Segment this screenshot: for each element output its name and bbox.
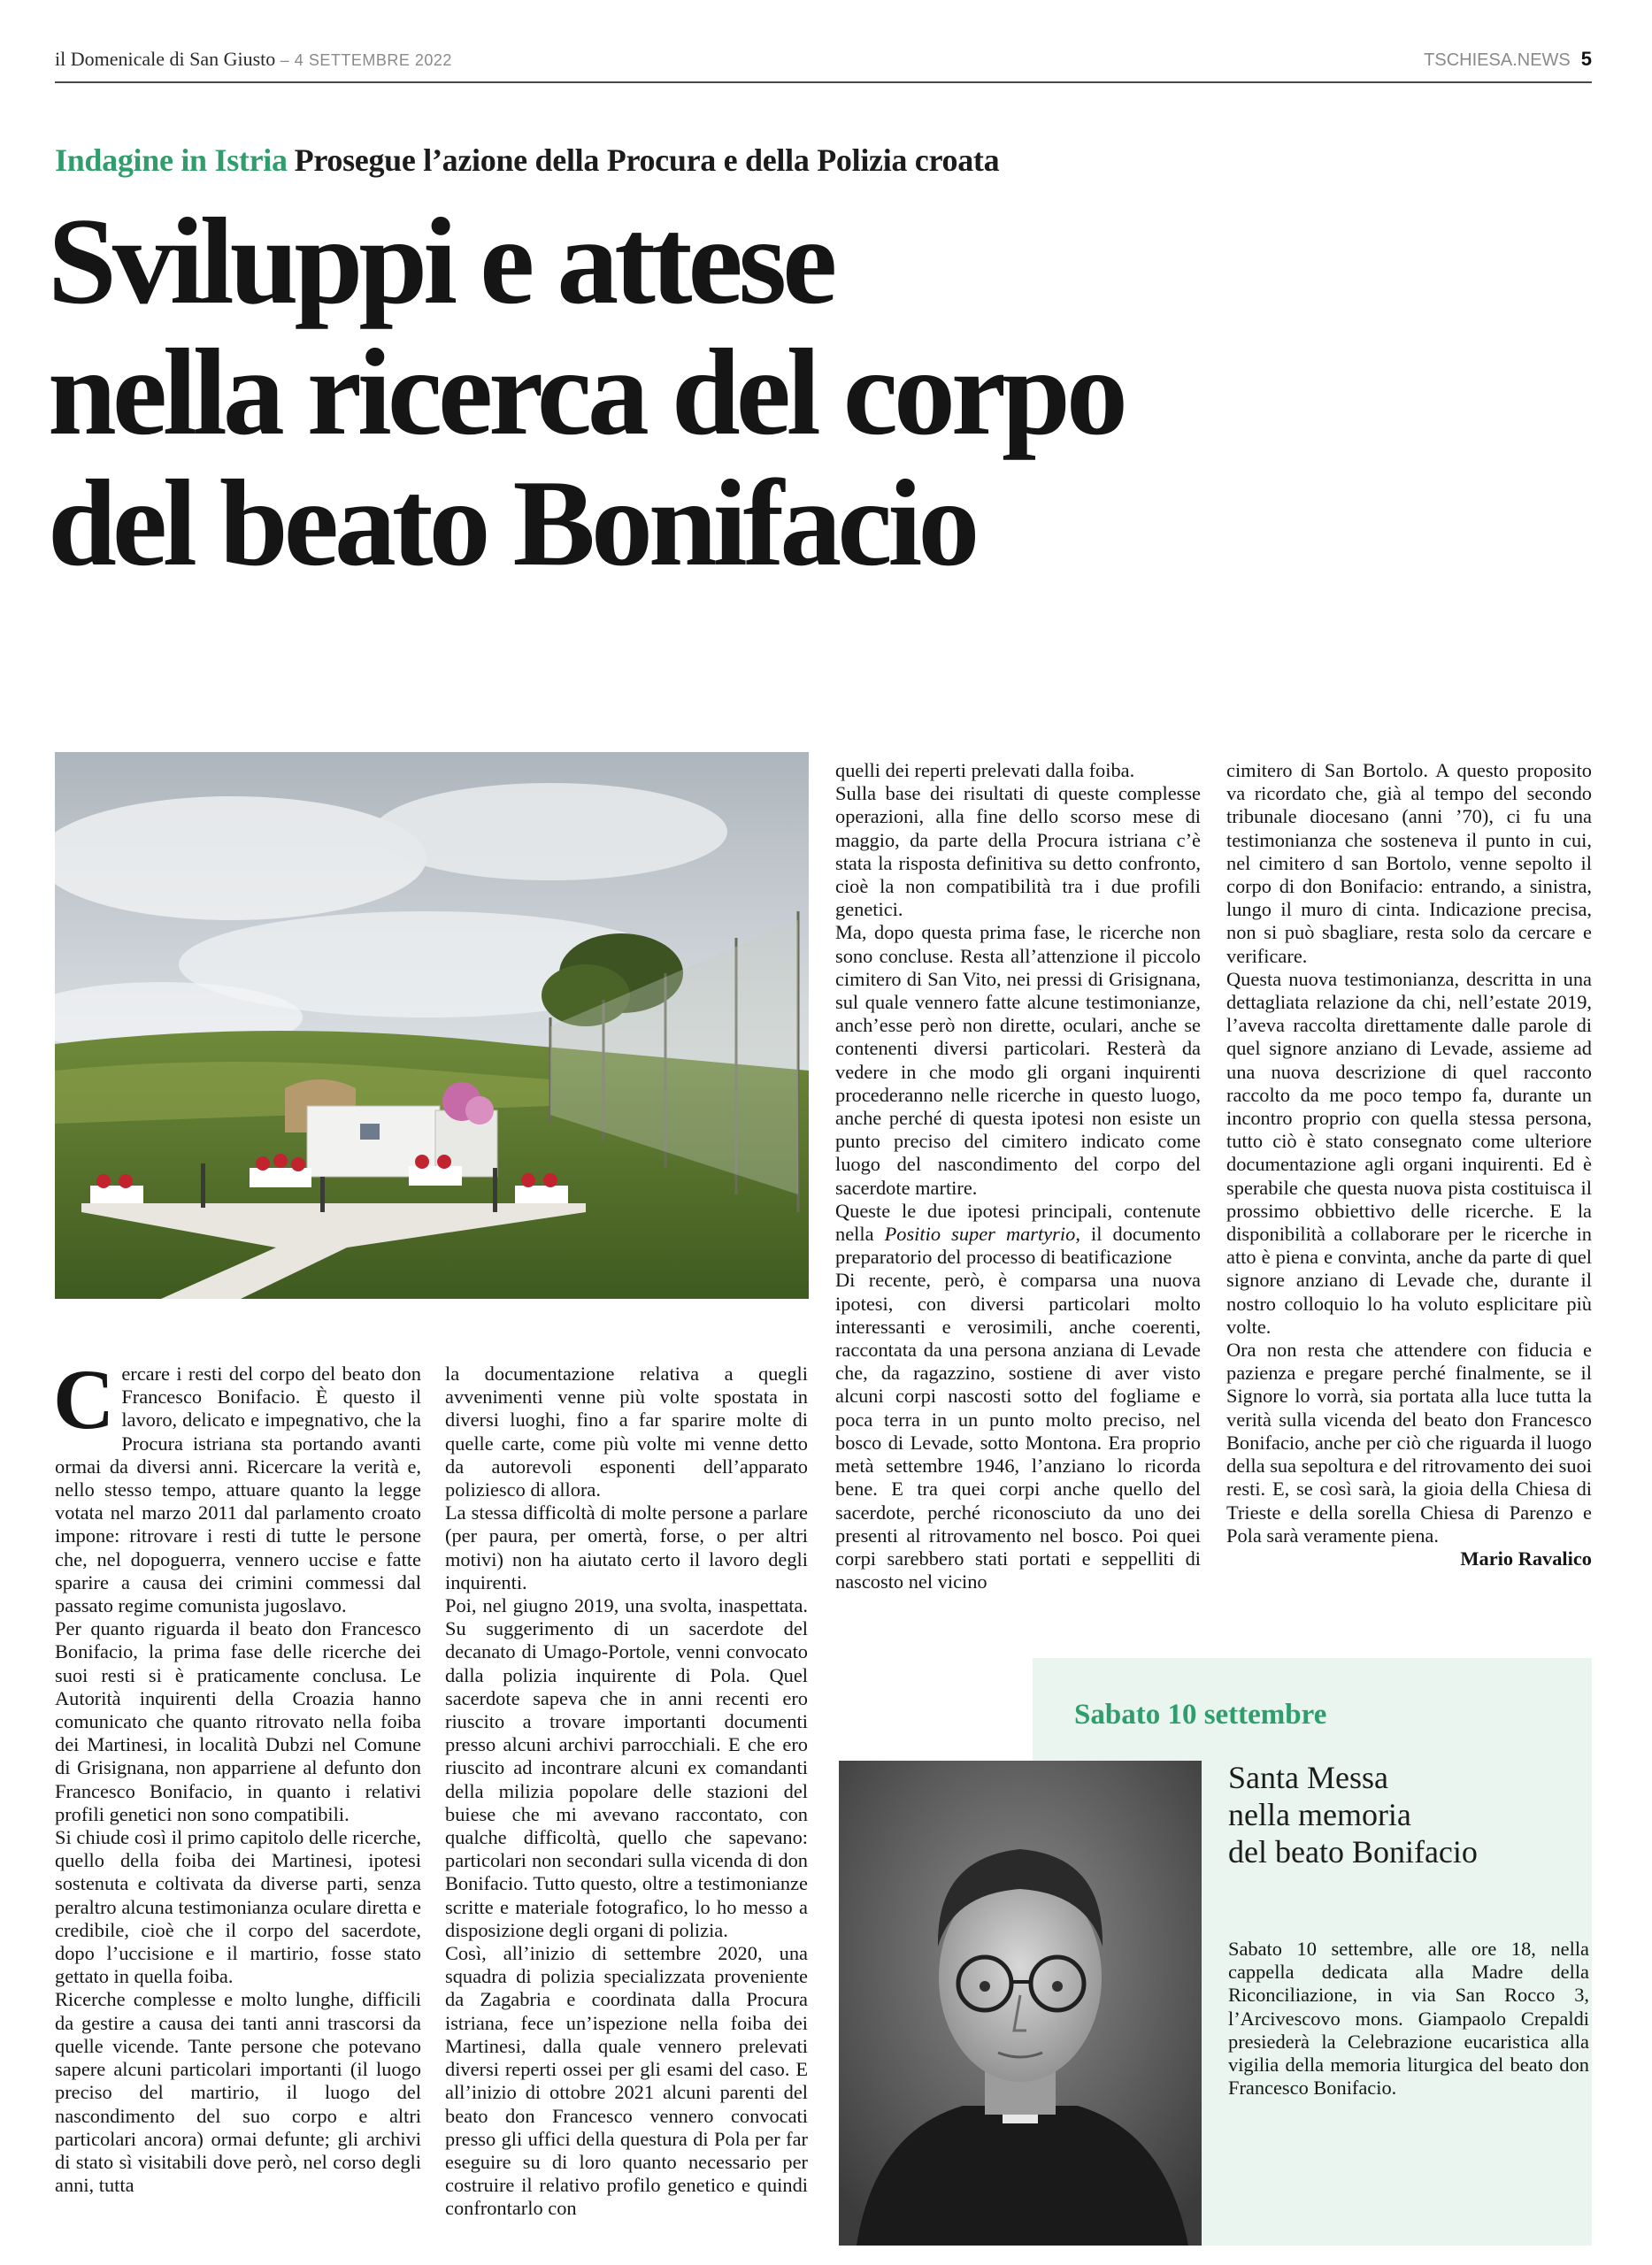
paragraph: cimitero di San Bortolo. A questo proposito va ricordato che, già al tempo del secondo tribunale diocesano (anni ’70), ci fu una testimonianza che sosteneva il punto in cui, nel cimitero d san Bortolo, venne sepolto il corpo di don Bonifacio: entrando, a sinistra, lungo il muro di cinta. Indicazione precisa, non si può sbagliare, resta solo da cercare e verificare.	[1226, 759, 1592, 967]
article-column-4	[1226, 759, 1592, 1570]
paragraph: Ricerche complesse e molto lunghe, difficili da gestire a causa dei tanti anni trascorsi da quelle vicende. Tante persone che potevano sapere alcuni particolari importanti (il luogo preciso del martirio, il luogo del nascondimento del suo corpo e altri particolari ancora) ormai defunte; gli archivi di stato sì visitabili dove però, nel corso degli anni, tutta	[55, 1988, 421, 2197]
positio-title: Positio super martyrio	[884, 1223, 1076, 1246]
page-number: 5	[1580, 48, 1592, 70]
drop-cap: C	[53, 1352, 115, 1447]
priest-portrait-illustration	[839, 1761, 1202, 2246]
paragraph: Questa nuova testimonianza, descritta in una dettagliata relazione da chi, nell’estate 2019, l’aveva raccolta direttamente dalle parole di quel signore anziano di Levade, assieme ad una nuova descrizione di quel racconto raccolto da me poco tempo fa, durante un incontro proprio con quella stessa persona, tutto ciò è stato consegnato come ulteriore documentazione agli organi inquirenti. Ed è sperabile che questa nuova pista costituisca il prossimo obbiettivo delle ricerche. E la disponibilità a collaborare per le ricerche in atto è piena e convinta, anche da parte di quel signore anziano di Levade che, durante il nostro colloquio lo ha voluto esplicitare più volte.	[1226, 967, 1592, 1338]
issue-date: – 4 SETTEMBRE 2022	[280, 51, 452, 69]
header-rule	[55, 81, 1592, 83]
headline-line-3: del beato Bonifacio	[48, 455, 976, 592]
article-column-2	[445, 1363, 808, 2221]
header-right	[1424, 48, 1592, 71]
paragraph: Per quanto riguarda il beato don Francesco Bonifacio, la prima fase delle ricerche dei suoi resti si è praticamente conclusa. Le Autorità inquirenti della Croazia hanno comunicato che quanto ritrovato nella foiba dei Martinesi, in località Dubzi nel Comune di Grisignana, non apparriene al defunto don Francesco Bonifacio, in quanto i relativi profili genetici non sono compatibili.	[55, 1617, 421, 1825]
article-column-3	[835, 759, 1201, 1593]
memorial-photo	[55, 752, 809, 1299]
headline	[48, 193, 1605, 592]
paragraph: quelli dei reperti prelevati dalla foiba.	[835, 759, 1135, 781]
kicker-topic: Indagine in Istria	[55, 142, 288, 178]
paragraph: Di recente, però, è comparsa una nuova ipotesi, con diversi particolari molto interessanti e verosimili, anche coerenti, raccontata da una persona anziana di Levade che, da ragazzino, sostiene di aver visto alcuni corpi nascosti sotto del fogliame e poca terra in un punto molto preciso, nel bosco di Levade, sotto Montona. Era proprio metà settembre 1946, l’anziano lo ricorda bene. E tra quei corpi anche quello del sacerdote, perché riconosciuto da uno dei presenti al ritrovamento nel bosco. Poi quei corpi sarebbero stati portati e seppelliti di nascosto nel vicino	[835, 1269, 1201, 1593]
paragraph: Così, all’inizio di settembre 2020, una squadra di polizia specializzata proveniente da Zagabria e coordinata dalla Procura istriana, fece un’ispezione nella foiba dei Martinesi, dalla quale vennero prelevati diversi reperti ossei per gli esami del caso. E all’inizio di ottobre 2021 alcuni parenti del beato don Francesco vennero convocati presso gli uffici della questura di Pola per far eseguire su di loro quanto necessario per costruire il relativo profilo genetico e quindi confrontarlo con	[445, 1942, 808, 2220]
paragraph: Si chiude così il primo capitolo delle ricerche, quello della foiba dei Martinesi, ipotesi sostenuta e coltivata da diverse parti, senza peraltro alcuna testimonianza oculare diretta e credibile, cioè che il corpo del sacerdote, dopo l’uccisione e il martirio, fosse stato gettato in quella foiba.	[55, 1826, 421, 1988]
paragraph: Queste le due ipotesi principali, contenute nella Positio super martyrio, il documento preparatorio del processo di beatificazione	[835, 1199, 1201, 1269]
publication-name: il Domenicale di San Giusto	[55, 48, 276, 70]
announcement-kicker: Sabato 10 settembre	[1074, 1699, 1327, 1731]
announcement-title: Santa Messa nella memoria del beato Bonifacio	[1228, 1760, 1478, 1870]
paragraph: La stessa difficoltà di molte persone a parlare (per paura, per omertà, forse, o per altri motivi) non ha aiutato certo il lavoro degli inquirenti.	[445, 1501, 808, 1593]
paragraph: Ma, dopo questa prima fase, le ricerche non sono concluse. Resta all’attenzione il piccolo cimitero di San Vito, nei pressi di Grisignana, sul quale vennero fatte alcune testimonianze, anch’esse però non dirette, oculari, anche se contenenti diversi particolari. Resterà da vedere in che modo gli organi inquirenti procederanno nelle ricerche in questo luogo, anche perché di questa ipotesi non esiste un punto preciso del cimitero indicato come luogo del nascondimento del corpo del sacerdote martire.	[835, 921, 1201, 1199]
paragraph: Cercare i resti del corpo del beato don Francesco Bonifacio. È questo il lavoro, delicato e impegnativo, che la Procura istriana sta portando avanti ormai da diversi anni. Ricercare la verità e, nello stesso tempo, attuare quanto la legge votata nel marzo 2011 dal parlamento croato impone: ritrovare i resti di tutte le persone che, nel dopoguerra, vennero uccise e fatte sparire a causa dei crimini commessi dal passato regime comunista jugoslavo.	[53, 1352, 421, 1617]
site-name: TSCHIESA.NEWS	[1424, 50, 1571, 70]
priest-portrait	[839, 1761, 1202, 2246]
headline-line-1: Sviluppi e attese	[48, 193, 834, 330]
paragraph: la documentazione relativa a quegli avvenimenti venne più volte spostata in diversi luoghi, fino a far sparire molte di quelle carte, come più volte mi venne detto da autorevoli esponenti dell’apparato poliziesco di allora.	[445, 1363, 808, 1501]
paragraph: Sulla base dei risultati di queste complesse operazioni, alla fine dello scorso mese di maggio, da parte della Procura istriana c’è stata la risposta definitiva su detto confronto, cioè la non compatibilità tra i due profili genetici.	[835, 782, 1201, 921]
article-column-1	[53, 1352, 421, 2197]
paragraph: Poi, nel giugno 2019, una svolta, inaspettata. Su suggerimento di un sacerdote del decanato di Umago-Portole, venni convocato dalla polizia inquirente di Pola. Quel sacerdote sapeva che in anni recenti ero riuscito a trovare importanti documenti presso alcuni archivi parrocchiali. E che ero riuscito ad incontrare alcuni ex comandanti della milizia popolare delle stazioni del buiese che mi avevano raccontato, con qualche difficoltà, quello che sapevano: particolari non secondari sulla vicenda di don Bonifacio. Tutto questo, oltre a testimonianze scritte e materiale fotografico, lo ho messo a disposizione degli organi di polizia.	[445, 1594, 808, 1941]
byline: Mario Ravalico	[1460, 1547, 1592, 1570]
kicker-text: Prosegue l’azione della Procura e della Polizia croata	[294, 142, 1000, 178]
publication-header	[55, 48, 452, 71]
memorial-photo-illustration	[55, 752, 809, 1299]
announcement-text: Sabato 10 settembre, alle ore 18, nella cappella dedicata alla Madre della Riconciliazione, in via San Rocco 3, l’Arcivescovo mons. Giampaolo Crepaldi presiederà la Celebrazione eucaristica alla vigilia della memoria liturgica del beato don Francesco Bonifacio.	[1228, 1938, 1589, 2100]
paragraph: Ora non resta che attendere con fiducia e pazienza e pregare perché finalmente, se il Signore lo vorrà, sia portata alla luce tutta la verità sulla vicenda del beato don Francesco Bonifacio, anche per ciò che riguarda il luogo della sua sepoltura e del ritrovamento dei suoi resti. E, se così sarà, la gioia della Chiesa di Trieste e della sorella Chiesa di Parenzo e Pola sarà veramente piena.	[1226, 1339, 1592, 1547]
article-kicker	[55, 142, 999, 179]
headline-line-2: nella ricerca del corpo	[48, 324, 1124, 461]
